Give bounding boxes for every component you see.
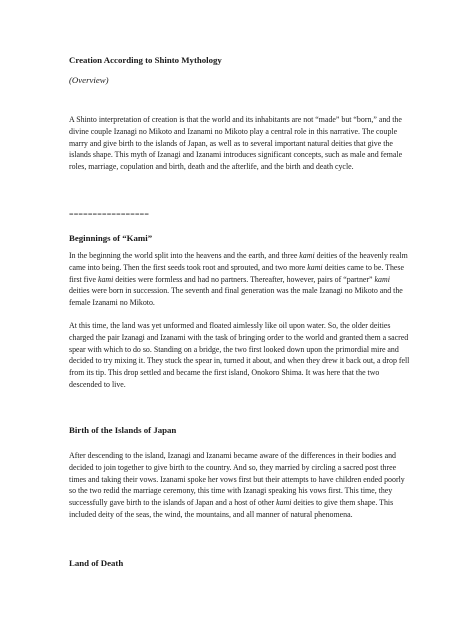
document-subtitle — [69, 75, 109, 85]
paragraph-beginnings-1: In the beginning the world split into the heavens and the earth, and three kami deities of the heavenly realm came into being. Then the first seeds took root and sprouted, and two more kami deities came to be. These first five kami deities were formless and had no partners. Thereafter, however, pairs of “partner” kami deities were born in succession. The seventh and final generation was the male Izanagi no Mikoto and the female Izanami no Mikoto. — [69, 251, 408, 308]
paragraph-beginnings-2: At this time, the land was yet unformed and floated aimlessly like oil upon water. So, the older deities charged the pair Izanagi and Izanami with the task of bringing order to the world and granted them a sacred spear with which to do so. Standing on a bridge, the two first looked down upon the primordial mire and decided to try mixing it. They stuck the spear in, turned it about, and when they drew it back out, a drop fell from its tip. This drop settled and became the first island, Onokoro Shima. It was here that the two descended to live. — [69, 321, 410, 389]
section-heading-beginnings: Beginnings of “Kami” — [69, 233, 153, 243]
document-title: Creation According to Shinto Mythology — [69, 55, 222, 65]
subtitle-text: (Overview) — [69, 75, 109, 85]
intro-paragraph: A Shinto interpretation of creation is that the world and its inhabitants are not “made” but “born,” and the divine couple Izanagi no Mikoto and Izanami no Mikoto play a central role in this narrative. The couple marry and give birth to the islands of Japan, as well as to several important natural deities that give the islands shape. This myth of Izanagi and Izanami introduces significant concepts, such as male and female roles, marriage, copulation and birth, death and the afterlife, and the birth and death cycle. — [69, 115, 403, 172]
section-divider: ================= — [69, 210, 150, 219]
section-heading-birth-of-islands: Birth of the Islands of Japan — [69, 425, 177, 435]
paragraph-birth-of-islands: After descending to the island, Izanagi and Izanami became aware of the differences in their bodies and decided to join together to give birth to the country. And so, they married by circling a sacred post three times and taking their vows. Izanami spoke her vows first but their attempts to have children ended poorly so the two redid the marriage ceremony, this time with Izanagi speaking his vows first. This time, they successfully gave birth to the islands of Japan and a host of other kami deities to give them shape. This included deity of the seas, the wind, the mountains, and all manner of natural phenomena. — [69, 451, 405, 519]
section-heading-land-of-death: Land of Death — [69, 558, 124, 568]
